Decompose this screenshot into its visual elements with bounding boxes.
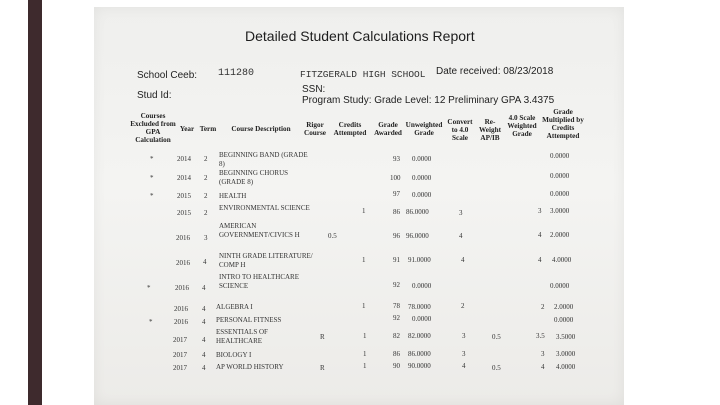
year-cell: 2015 [177,192,191,200]
description-cell: HEALTH [219,192,247,200]
multiplied-cell: 3.0000 [556,350,576,358]
reweight-cell: 0.5 [492,333,501,341]
description-cell: AMERICAN GOVERNMENT/CIVICS H [219,222,300,239]
convert-cell: 3 [462,350,466,358]
description-cell: BEGINNING BAND (GRADE 8) [219,151,308,168]
term-cell: 2 [204,155,208,163]
grade-cell: 96 [393,232,400,240]
unweighted-cell: 91.0000 [408,256,431,264]
term-cell: 3 [204,234,208,242]
unweighted-cell: 86.0000 [406,208,429,216]
convert-cell: 2 [461,302,465,310]
term-cell: 4 [202,305,206,313]
unweighted-cell: 0.0000 [412,191,432,199]
unweighted-cell: 0.0000 [412,155,432,163]
col-header-excluded: Courses Excluded from GPA Calculation [130,112,176,144]
term-cell: 2 [204,209,208,217]
term-cell: 2 [204,174,208,182]
term-cell: 4 [202,284,206,292]
multiplied-cell: 3.5000 [556,333,576,341]
convert-cell: 4 [461,256,465,264]
multiplied-cell: 0.0000 [550,282,570,290]
col-header-convert: Convert to 4.0 Scale [447,118,473,142]
convert-cell: 3 [462,332,466,340]
credits-cell: 1 [363,350,367,358]
term-cell: 4 [202,336,206,344]
credits-cell: 1 [363,362,367,370]
school-ceeb-value: 111280 [218,68,255,79]
grade-cell: 86 [393,350,400,358]
credits-cell: 0.5 [328,232,337,240]
school-name: FITZGERALD HIGH SCHOOL [300,69,426,80]
year-cell: 2017 [173,351,187,359]
school-ceeb-label: School Ceeb: [137,70,198,81]
multiplied-cell: 0.0000 [550,152,570,160]
description-cell: ESSENTIALS OF HEALTHCARE [216,328,268,345]
unweighted-cell: 0.0000 [412,315,432,323]
multiplied-cell: 0.0000 [550,172,570,180]
credits-cell: 1 [362,302,366,310]
reweight-cell: 0.5 [492,364,501,372]
multiplied-cell: 4.0000 [552,256,572,264]
description-cell: ENVIRONMENTAL SCIENCE [219,204,310,212]
multiplied-cell: 2.0000 [550,231,570,239]
description-cell: NINTH GRADE LITERATURE/ COMP H [219,252,313,269]
weighted-cell: 4 [538,231,542,239]
grade-cell: 92 [393,314,400,322]
unweighted-cell: 90.0000 [408,362,431,370]
year-cell: 2016 [176,259,190,267]
multiplied-cell: 3.0000 [550,207,570,215]
description-cell: INTRO TO HEALTHCARE SCIENCE [219,273,299,290]
multiplied-cell: 0.0000 [554,316,574,324]
description-cell: PERSONAL FITNESS [216,316,282,324]
col-header-description: Course Description [231,125,291,133]
date-received: Date received: 08/23/2018 [436,66,554,77]
grade-cell: 92 [393,281,400,289]
ssn-label: SSN: [302,84,326,95]
unweighted-cell: 78.0000 [408,303,431,311]
year-cell: 2016 [174,305,188,313]
weighted-cell: 3 [541,350,545,358]
unweighted-cell: 86.0000 [408,350,431,358]
term-cell: 4 [202,351,206,359]
unweighted-cell: 96.0000 [406,232,429,240]
col-header-year: Year [179,125,195,133]
col-header-credits: Credits Attempted [333,121,367,137]
grade-cell: 86 [393,208,400,216]
grade-cell: 100 [390,174,401,182]
multiplied-cell: 2.0000 [554,303,574,311]
unweighted-cell: 0.0000 [412,174,432,182]
year-cell: 2017 [173,336,187,344]
year-cell: 2014 [177,155,191,163]
credits-cell: 1 [362,256,366,264]
rigor-cell: R [320,364,325,372]
col-header-unweighted: Unweighted Grade [405,121,443,137]
credits-cell: 1 [363,332,367,340]
description-cell: BEGINNING CHORUS (GRADE 8) [219,169,289,186]
year-cell: 2015 [177,209,191,217]
year-cell: 2017 [173,364,187,372]
unweighted-cell: 0.0000 [412,282,432,290]
term-cell: 2 [204,192,208,200]
excluded-mark: * [149,318,153,326]
description-cell: BIOLOGY I [216,351,252,359]
excluded-mark: * [150,155,154,163]
multiplied-cell: 4.0000 [556,363,576,371]
grade-cell: 90 [393,362,400,370]
col-header-reweight: Re-Weight AP/IB [479,118,501,142]
weighted-cell: 3 [538,207,542,215]
year-cell: 2016 [174,318,188,326]
year-cell: 2016 [175,284,189,292]
report-title: Detailed Student Calculations Report [245,28,475,44]
col-header-multiplied: Grade Multiplied by Credits Attempted [542,108,584,140]
convert-cell: 4 [462,362,466,370]
weighted-cell: 4 [538,256,542,264]
weighted-cell: 3.5 [536,332,545,340]
description-cell: ALGEBRA I [216,303,253,311]
credits-cell: 1 [362,207,366,215]
col-header-term: Term [199,125,217,133]
term-cell: 4 [203,258,207,266]
grade-cell: 97 [393,190,400,198]
slide-edge-bar [28,0,42,405]
program-line: Program Study: Grade Level: 12 Preliminary GPA 3.4375 [302,95,555,106]
unweighted-cell: 82.0000 [408,332,431,340]
multiplied-cell: 0.0000 [550,190,570,198]
excluded-mark: * [147,284,151,292]
rigor-cell: R [320,333,325,341]
convert-cell: 3 [459,209,463,217]
weighted-cell: 4 [541,363,545,371]
description-cell: AP WORLD HISTORY [216,363,284,371]
excluded-mark: * [150,174,154,182]
year-cell: 2016 [176,234,190,242]
term-cell: 4 [202,318,206,326]
col-header-grade: Grade Awarded [374,121,402,137]
grade-cell: 93 [393,155,400,163]
convert-cell: 4 [459,232,463,240]
grade-cell: 91 [393,256,400,264]
grade-cell: 82 [393,332,400,340]
grade-cell: 78 [393,302,400,310]
col-header-rigor: Rigor Course [304,121,326,137]
term-cell: 4 [202,364,206,372]
stud-id-label: Stud Id: [137,90,172,101]
excluded-mark: * [150,192,154,200]
col-header-weighted: 4.0 Scale Weighted Grade [507,114,537,138]
year-cell: 2014 [177,174,191,182]
weighted-cell: 2 [541,303,545,311]
